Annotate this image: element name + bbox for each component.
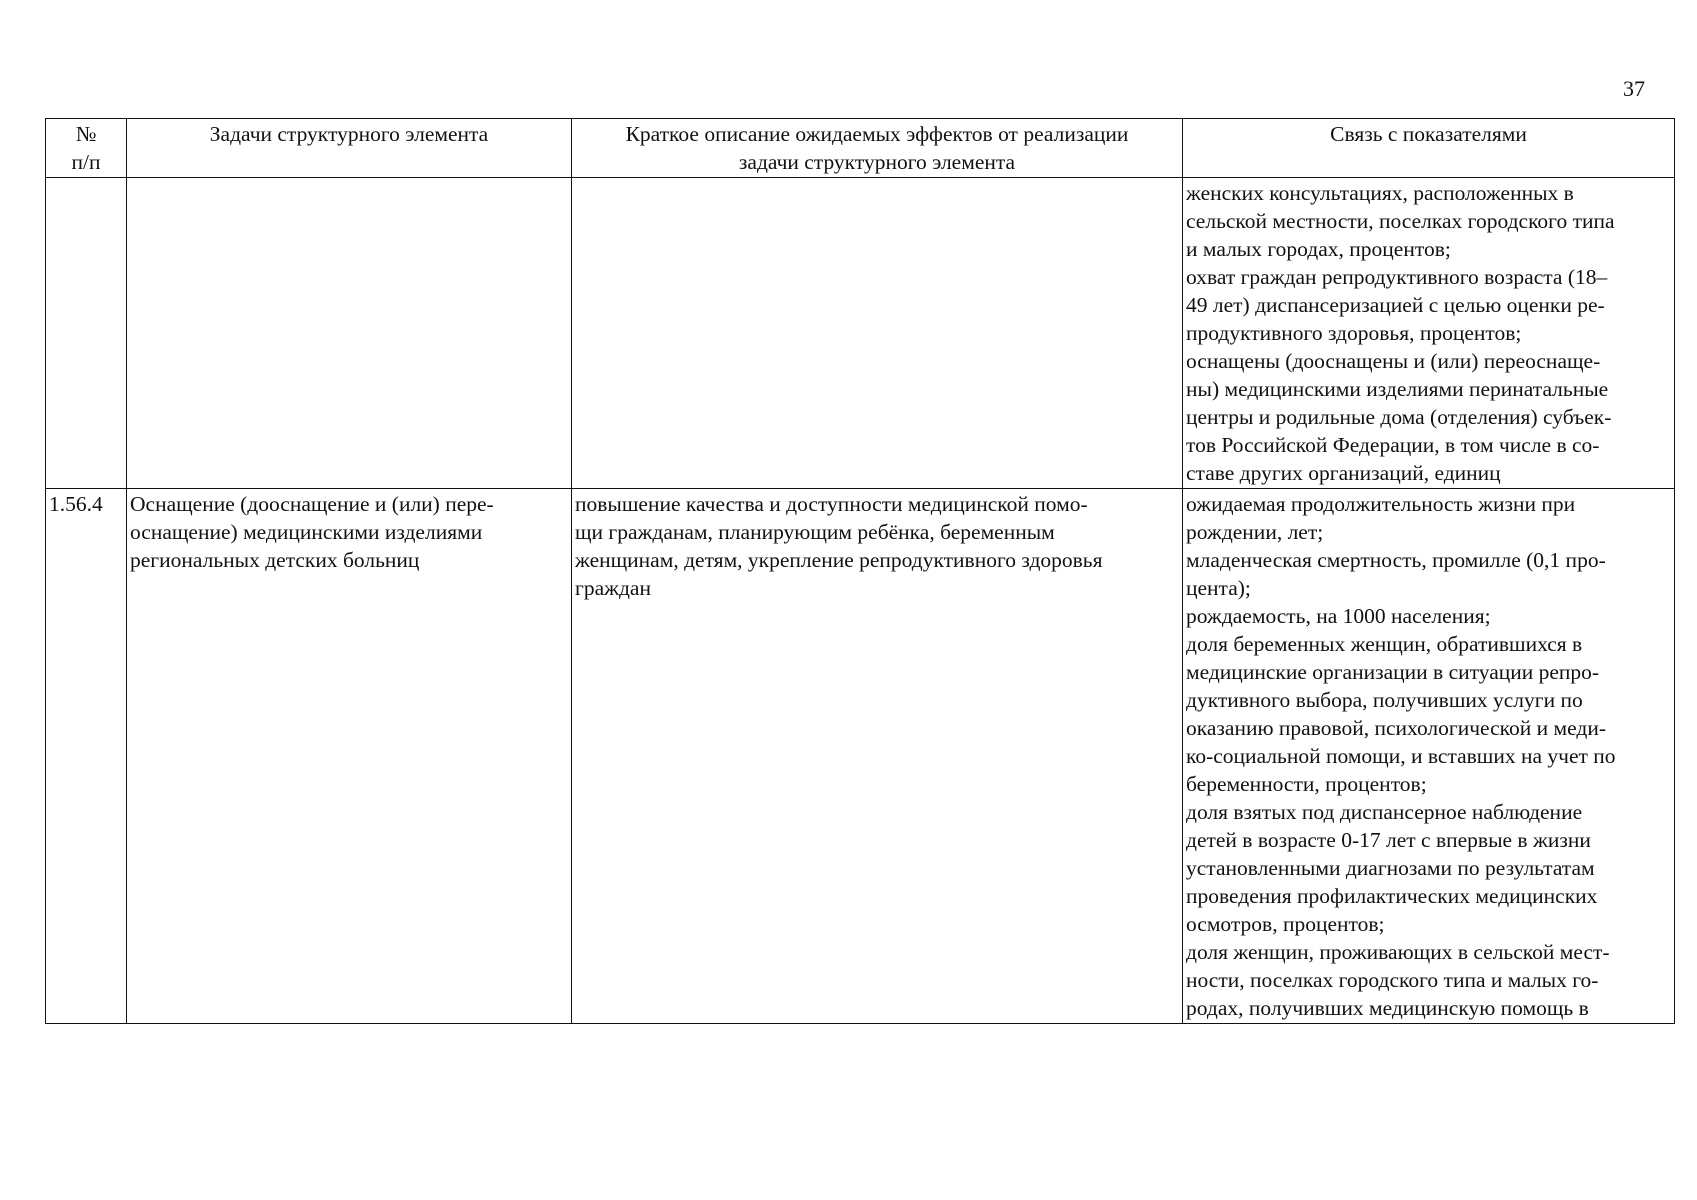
effect-cell: повышение качества и доступности медицинской помо- щи гражданам, планирующим ребёнка, беременным женщинам, детям, укрепление репродуктивного здоровья граждан bbox=[572, 489, 1183, 1024]
table-header bbox=[46, 119, 1675, 178]
header-indicators: Связь с показателями bbox=[1183, 119, 1675, 178]
row-number: 1.56.4 bbox=[46, 489, 127, 1024]
page-number: 37 bbox=[1623, 76, 1645, 101]
header-effects: Краткое описание ожидаемых эффектов от реализации задачи структурного элемента bbox=[572, 119, 1183, 178]
document-table bbox=[45, 118, 1675, 1024]
header-number: № п/п bbox=[46, 119, 127, 178]
indicators-cell: женских консультациях, расположенных в сельской местности, поселках городского типа и малых городах, процентов; охват граждан репродуктивного возраста (18– 49 лет) диспансеризацией с целью оценки ре- продуктивного здоровья, процентов; оснащены (дооснащены и (или) переоснаще- ны) медицинскими изделиями перинатальные центры и родильные дома (отделения) субъек- тов Российской Федерации, в том числе в со- ставе других организаций, единиц bbox=[1183, 178, 1675, 489]
header-tasks: Задачи структурного элемента bbox=[127, 119, 572, 178]
task-cell: Оснащение (дооснащение и (или) пере- оснащение) медицинскими изделиями региональных детских больниц bbox=[127, 489, 572, 1024]
table-row bbox=[46, 489, 1675, 1024]
task-cell bbox=[127, 178, 572, 489]
row-number bbox=[46, 178, 127, 489]
indicators-cell: ожидаемая продолжительность жизни при рождении, лет; младенческая смертность, промилле (0,1 про- цента); рождаемость, на 1000 населения; доля беременных женщин, обратившихся в медицинские организации в ситуации репро- дуктивного выбора, получивших услуги по оказанию правовой, психологической и меди- ко-социальной помощи, и вставших на учет по беременности, процентов; доля взятых под диспансерное наблюдение детей в возрасте 0-17 лет с впервые в жизни установленными диагнозами по результатам проведения профилактических медицинских осмотров, процентов; доля женщин, проживающих в сельской мест- ности, поселках городского типа и малых го- родах, получивших медицинскую помощь в bbox=[1183, 489, 1675, 1024]
effect-cell bbox=[572, 178, 1183, 489]
table-row bbox=[46, 178, 1675, 489]
